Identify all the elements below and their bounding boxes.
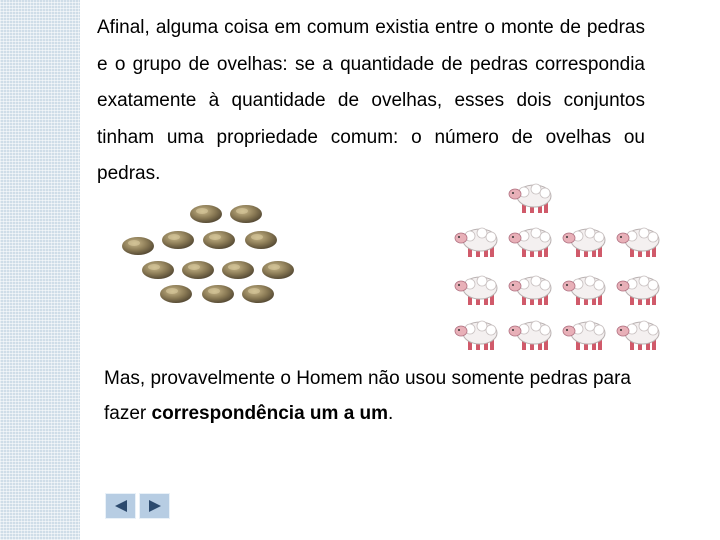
stone	[245, 231, 277, 249]
sheep-flock	[455, 184, 659, 350]
stone	[262, 261, 294, 279]
stone-pile	[122, 205, 294, 303]
stone	[230, 205, 262, 223]
stone	[142, 261, 174, 279]
next-slide-button[interactable]	[139, 493, 170, 519]
stone	[122, 237, 154, 255]
stone	[162, 231, 194, 249]
sheep	[563, 228, 605, 257]
stone	[203, 231, 235, 249]
sheep	[509, 184, 551, 213]
sheep	[455, 321, 497, 350]
sheep-illustration	[450, 178, 670, 358]
side-decoration-band	[0, 0, 80, 540]
sheep	[563, 321, 605, 350]
sheep	[455, 228, 497, 257]
sheep	[617, 228, 659, 257]
stone	[190, 205, 222, 223]
sheep	[509, 321, 551, 350]
sheep	[617, 321, 659, 350]
sheep	[617, 276, 659, 305]
triangle-right-icon	[148, 500, 162, 512]
conclusion-bold-term: correspondência um a um	[151, 403, 389, 424]
slide-navigation	[105, 493, 171, 519]
paragraph-conclusion	[104, 361, 664, 431]
triangle-left-icon	[114, 500, 128, 512]
previous-slide-button[interactable]	[105, 493, 136, 519]
stone	[222, 261, 254, 279]
sheep	[563, 276, 605, 305]
sheep	[455, 276, 497, 305]
conclusion-text: Mas, provavelmente o Homem não usou somente pedras para fazer	[104, 368, 631, 424]
stones-illustration	[118, 192, 308, 322]
conclusion-end: .	[388, 403, 394, 424]
stone	[202, 285, 234, 303]
sheep	[509, 276, 551, 305]
stone	[182, 261, 214, 279]
sheep	[509, 228, 551, 257]
stone	[242, 285, 274, 303]
stone	[160, 285, 192, 303]
paragraph-intro: Afinal, alguma coisa em comum existia entre o monte de pedras e o grupo de ovelhas: se a quantidade de pedras correspondia exatamente à quantidade de ovelhas, esses dois conjuntos tinham uma propriedade comum: o número de ovelhas ou pedras.	[97, 17, 645, 184]
